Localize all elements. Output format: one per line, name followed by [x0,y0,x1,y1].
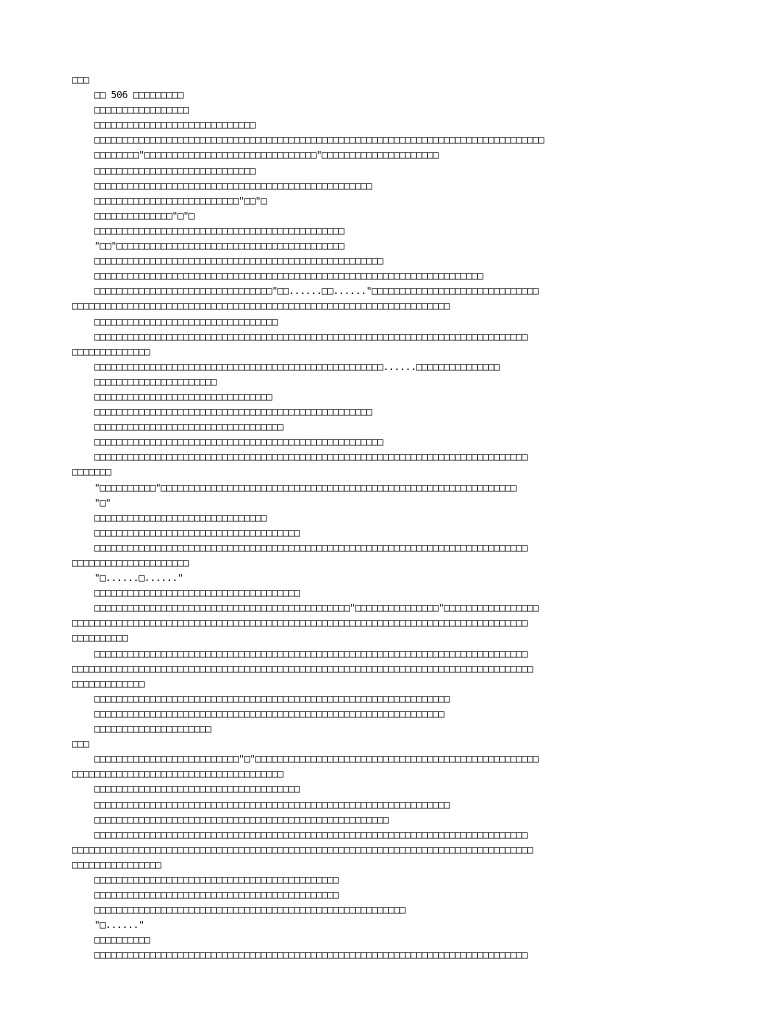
text-line: □□□□□□□□□□ [72,935,150,947]
text-line: □□□□□□□□□□□□□□□□□□□□□□□□□□□□□□□□□□□□□□□□□□□□□□□□□□ [72,180,372,192]
text-line: □□□□□□□□□□□□□□□□□□□□□□□□□□□□□□□□□□□□□□□□□□□□□□□□□□□□ [72,437,383,449]
text-line: □□□ [72,75,89,86]
text-line: □□□□□□□□□□□□□□□□□□□□□□□□□□□□□□□□□□□□□□□□□□□□□□□□□□□□□□□□□□□□□□□□□□□□□□□□□□□□□□□□□ [72,135,544,147]
text-line: □□□□□□□□□□□□□□□□□□□□□□□□□□□□□□□□"□□......□□......"□□□□□□□□□□□□□□□□□□□□□□□□□□□□□□ [72,286,539,298]
text-line: □□□□□□□ [72,467,111,479]
text-line: □□□□□□□□□□ [72,633,128,645]
text-line: □□□□□□□□□□□□□□□□□□□□□□□□□□"□□"□ [72,195,267,207]
text-line: □□□□□□□□□□□□□□□□□□□□□□□□□□□□□□□□ [72,391,272,403]
text-line: □□□□□□□□□□□□□□□□□□□□□□□□□□□□□□□□□□□□□□□□□□□□□ [72,225,344,237]
text-line: □□□□□□□□□□□□□□□□□□□□□□□□□□□□□□□□□□□□□□□□□□□□□□□□□□□□□□□□□□□□□□□□□□□□□□□□□□□□□□ [72,542,528,554]
document-body [72,73,712,964]
text-line: □□□□□□□□□□□□□□□□□□□□□□□□□□□□□□□□□□□□□□□□□□□□□□□□□□□□□□□□□□□□□□□□□□□□□□□□□□□□□□ [72,829,528,841]
text-line: □□□□□□□□□□□□□ [72,678,145,690]
text-line: □□□□□□□□□□□□□□□□□ [72,105,189,117]
text-line: □□□□□□□□□□□□□□□□□□□□□□□□□□□□□□□□□□□□□□□□□□□□□□□□□□□□□□□□□□□□□□□□□□□□□□□□□□□□□□ [72,331,528,343]
text-line: □□□□□□□□□□□□□□□□□□□□□□□□□□□□□□□□□□□□□□□□□□□□□□□□□□□□□□□□□□□□□□□□□□□□□□□□□□□□□□□□□□□ [72,844,533,856]
text-line: □□□□□□□□□□□□□□□□□□□□□□□□□□□□□□□□□□□□□□□□□□□□□□□□□□□□□□□□□□□□□□□□□□□□ [72,301,450,313]
text-line: □□□□□□□□□□□□□□□□□□□□□□□□□□□□□□□□□□□□□□□□□□□□□□□□□□□□□□□□ [72,905,406,917]
text-line: □□□□□□□□□□□□□□□□ [72,859,161,871]
text-line: □□□□□□□□□□□□□□□□□□□□□□□□□□□□□□□□□□□□□□□□□□□□□□□□□□□□......□□□□□□□□□□□□□□□ [72,361,500,373]
text-line: □□□□□□□□□□□□□□□□□□□□□□ [72,376,217,388]
text-line: □□□□□□□□□□□□□□□□□□□□□□□□□□□□□ [72,165,256,177]
text-line: □□□□□□□□□□□□□□□□□□□□□□□□□□□□□□□□□□□□□□□□□□□□ [72,890,339,902]
text-line: □□□□□□□□□□□□□□□□□□□□□□□□□□□□□□□□□ [72,316,278,328]
text-line: □□□□□□□□□□□□□□□□□□□□□□□□□□□□□□□□□□□□□□ [72,769,283,781]
text-line: □□□□□□□□□□□□□□"□"□ [72,210,195,222]
text-line: □□□□□□□□□□□□□□□□□□□□□□□□□□□□□□□□□□□□□□□□□□□□□□□□□□□□□□□□□□□□□□□□□□□□□□□□□□□□□□ [72,950,528,962]
text-line: "□□"□□□□□□□□□□□□□□□□□□□□□□□□□□□□□□□□□□□□□□□□□ [72,241,344,253]
text-line: "□......□......" [72,573,184,585]
text-line: □□□□□□□□□□□□□□□□□□□□□□□□□□□□□□□□□□□□□□□□□□□□□□□□□□□□□□□□□□□□□□□□ [72,693,450,705]
text-line: □□□□□□□□□□□□□□□□□□□□□□□□□□□□□□□□□□□□□□□□□□□□□□"□□□□□□□□□□□□□□□"□□□□□□□□□□□□□□□□□ [72,603,539,615]
text-line: □□□□□□□□□□□□□□□□□□□□□□□□□□"□"□□□□□□□□□□□□□□□□□□□□□□□□□□□□□□□□□□□□□□□□□□□□□□□□□□□ [72,754,539,766]
text-line: □□□□□□□□"□□□□□□□□□□□□□□□□□□□□□□□□□□□□□□□"□□□□□□□□□□□□□□□□□□□□□ [72,150,439,162]
text-line: "□......" [72,920,145,932]
text-line: □□□□□□□□□□□□□□□□□□□□□ [72,558,189,569]
text-line: □□□□□□□□□□□□□□□□□□□□□□□□□□□□□□□□□□□□□□□□□□□□□□□□□□□□□ [72,814,389,826]
text-line: □□□□□□□□□□□□□□□□□□□□□□□□□□□□□ [72,120,256,132]
text-line: □□□□□□□□□□□□□□□□□□□□□ [72,724,211,736]
text-line: □□□□□□□□□□□□□□□□□□□□□□□□□□□□□□□ [72,512,267,524]
text-line: □□□□□□□□□□□□□□ [72,346,150,358]
text-line: □□□□□□□□□□□□□□□□□□□□□□□□□□□□□□□□□□□□□□□□□□□□□□□□□□□□□□□□□□□□□□□ [72,708,444,720]
text-line: □□□□□□□□□□□□□□□□□□□□□□□□□□□□□□□□□□□□□ [72,784,300,796]
text-line: □□□□□□□□□□□□□□□□□□□□□□□□□□□□□□□□□□□□□□□□□□□□□□□□□□□□□□□□□□□□□□□□□□□□□□□□□□□□□□ [72,452,528,464]
text-line: □□□□□□□□□□□□□□□□□□□□□□□□□□□□□□□□□□□□□ [72,527,300,539]
text-line: □□□□□□□□□□□□□□□□□□□□□□□□□□□□□□□□□□□□□□□□□□□□ [72,874,339,886]
text-line: □□□□□□□□□□□□□□□□□□□□□□□□□□□□□□□□□□□□□□□□□□□□□□□□□□ [72,407,372,419]
text-line: □□□□□□□□□□□□□□□□□□□□□□□□□□□□□□□□□□□□□□□□□□□□□□□□□□□□□□□□□□□□□□□□ [72,799,450,811]
text-line: □□ 506 □□□□□□□□□ [72,90,184,102]
text-line: □□□□□□□□□□□□□□□□□□□□□□□□□□□□□□□□□□□□□□□□□□□□□□□□□□□□□□□□□□□□□□□□□□□□□□□□□□□□□□ [72,648,528,660]
text-line: □□□□□□□□□□□□□□□□□□□□□□□□□□□□□□□□□□□□□□□□□□□□□□□□□□□□□□□□□□□□□□□□□□□□□□□□□□□□□□□□□□□ [72,663,533,675]
text-line: □□□□□□□□□□□□□□□□□□□□□□□□□□□□□□□□□□□□□ [72,588,300,600]
text-line: □□□ [72,739,89,751]
text-line: □□□□□□□□□□□□□□□□□□□□□□□□□□□□□□□□□□□□□□□□□□□□□□□□□□□□ [72,256,383,268]
text-line: □□□□□□□□□□□□□□□□□□□□□□□□□□□□□□□□□□□□□□□□□□□□□□□□□□□□□□□□□□□□□□□□□□□□□□□□□□□□□□□□□□ [72,618,528,630]
text-line: □□□□□□□□□□□□□□□□□□□□□□□□□□□□□□□□□□ [72,422,283,434]
text-line: "□□□□□□□□□□"□□□□□□□□□□□□□□□□□□□□□□□□□□□□□□□□□□□□□□□□□□□□□□□□□□□□□□□□□□□□□□□□ [72,482,517,494]
text-line: "□" [72,497,111,509]
text-line: □□□□□□□□□□□□□□□□□□□□□□□□□□□□□□□□□□□□□□□□□□□□□□□□□□□□□□□□□□□□□□□□□□□□□□ [72,271,483,283]
